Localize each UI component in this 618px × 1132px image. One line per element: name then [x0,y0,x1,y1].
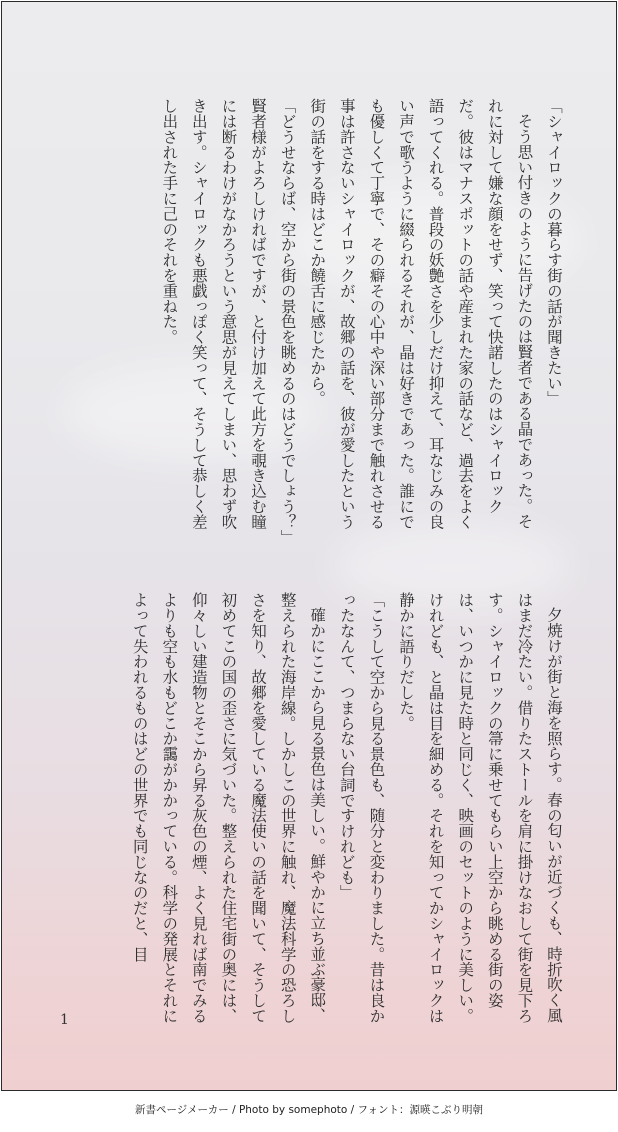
page-number: 1 [60,1012,69,1028]
paragraph: 賢者様がよろしければですが、と付け加えて此方を覗き込む瞳には断るわけがなかろうという意思が見えてしまい、思わず吹き出す。シャイロックも悪戯っぽく笑って、そうして恭しく差し出された手に己のそれを重ねた。 [160,98,268,530]
paragraph: 「どうせならば、空から街の景色を眺めるのはどうでしょう？」 [278,98,297,545]
lower-text-block [124,592,568,1032]
paragraph: 「シャイロックの暮らす街の話が聞きたい」 [545,98,563,406]
paragraph: そう思い付きのように告げたのは賢者である晶であった。それに対して嫌な顔をせず、笑って快諾したのはシャイロックだ。彼はマナスポットの話や産まれた家の話など、過去をよく語ってくれる。普段の妖艶さを少しだけ抑えて、耳なじみの良い声で歌うように綴られるそれが、晶は好きであった。誰にでも優しくて丁寧で、その癖その心中や深い部分まで触れさせる事は許さないシャイロックが、故郷の話を、彼が愛したという街の話をする時はどこか饒舌に感じたから。 [308,98,534,530]
paragraph: 確かにここから見る景色は美しい。鮮やかに立ち並ぶ豪邸、整えられた海岸線。しかしこの世界に触れ、魔法科学の恐ろしさを知り、故郷を愛している魔法使いの話を聞いて、そうして初めてこの国の歪さに気づいた。整えられた住宅街の奥には、仰々しい建造物とそこから昇る灰色の煙、よく見れば南でみるよりも空も水もどこか靄がかかっている。科学の発展とそれによって失われるものはどの世界でも同じなのだと、目 [130,592,327,1024]
upper-text-block [154,98,568,545]
credit-footer: 新書ページメーカー / Photo by somephoto / フォント：源暎こぶり明朝 [134,1104,484,1116]
novel-page [1,1,617,1091]
paragraph: 「こうして空から見る景色も、随分と変わりました。昔は良かったなんて、つまらない台詞ですけれども」 [337,592,386,1024]
paragraph: 夕焼けが街と海を照らす。春の匂いが近づくも、時折吹く風はまだ冷たい。借りたストールを肩に掛けなおして街を見下ろす。シャイロックの箒に乗せてもらい上空から眺める街の姿は、いつかに見た時と同じく、映画のセットのように美しい。けれども、と晶は目を細める。それを知ってかシャイロックは静かに語りだした。 [397,592,563,1024]
